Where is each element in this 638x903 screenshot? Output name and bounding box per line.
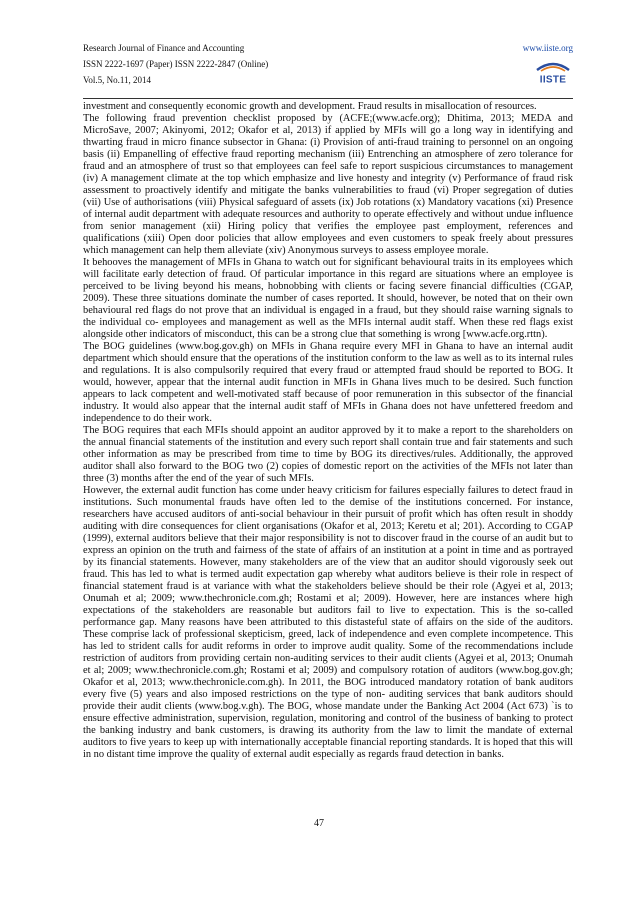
body-text bbox=[83, 101, 573, 761]
issn-line: ISSN 2222-1697 (Paper) ISSN 2222-2847 (Online) bbox=[83, 59, 269, 69]
journal-url-link[interactable]: www.iiste.org bbox=[522, 43, 573, 53]
paragraph: The BOG guidelines (www.bog.gov.gh) on MFIs in Ghana require every MFI in Ghana to have an internal audit department which should ensure that the operations of the institution conform to the law as well as to its internal rules and regulations. It is also compulsorily required that every fraud or attempted fraud should be reported to BOG. It would, however, appear that the internal audit function in MFIs in Ghana lives much to be desired. Such function appears to lack competent and well-motivated staff because of poor remuneration in this subsector of the financial industry. It would also appear that the internal audit staff of MFIs in Ghana does not have unfettered freedom and independence to do their work. bbox=[83, 341, 573, 424]
iiste-logo-text: IISTE bbox=[539, 74, 567, 86]
paragraph: The BOG requires that each MFIs should appoint an auditor approved by it to make a report to the shareholders on the annual financial statements of the institution and every such report shall contain true and fair statements and such other information as may be prescribed from time to time by BOG its directives/rules. Additionally, the approved auditor shall also forward to the BOG two (2) copies of domestic report on the activities of the MFIs not later than three (3) months after the end of the year of such MFIs. bbox=[83, 425, 573, 484]
iiste-logo bbox=[533, 56, 573, 86]
paragraph: It behooves the management of MFIs in Ghana to watch out for significant behavioural traits in its employees which will facilitate early detection of fraud. Of particular importance in this regard are situations where an employee is perceived to be living beyond his means, hobnobbing with clients or facing severe financial difficulties (CGAP, 2009). These three situations dominate the number of cases reported. It should, however, be noted that on their own behavioural red flags do not prove that an individual is engaged in a fraud, but they should raise warning signals to the individual co- employees and management as well as the MFIs internal audit staff. When these red flags exist alongside other indicators of misconduct, this can be a strong clue that something is wrong [www.acfe.org.rttn). bbox=[83, 257, 573, 340]
journal-title: Research Journal of Finance and Accounting bbox=[83, 43, 245, 53]
header-divider bbox=[83, 98, 573, 99]
paragraph: However, the external audit function has come under heavy criticism for failures especially failures to detect fraud in institutions. Such monumental frauds have often led to the demise of the institutions concerned. For instance, researchers have accused auditors of anti-social behaviour in their pursuit of profit which has often result in shoddy auditing with dire consequences for client organisations (Okafor et al, 2013; Keretu et al; 201). According to CGAP (1999), external auditors believe that their major responsibility is not to discover fraud in the course of an audit but to express an opinion on the truth and fairness of the state of affairs of an institution at a point in time and as portrayed by its financial statements. However, many stakeholders are of the view that an auditor should vigorously seek out fraud. This has led to what is termed audit expectation gap whereby what auditors believe is their role in respect of financial statement fraud is at variance with what the stakeholders believe should be their role (Agyei et al, 2013; Onumah et al; 2009; www.thechronicle.com.gh; Rostami et al; 2009). However, here are instances where high expectations of the stakeholders are reasonable but auditors fail to live to expectation. This is the so-called performance gap. Many reasons have been attributed to this distasteful state of affairs on the side of the auditors. These comprise lack of professional skepticism, greed, lack of independence and even complete incompetence. This has led to strident calls for audit reforms in order to improve audit quality. Some of the recommendations include restriction of auditors from providing certain non-auditing services to their audit clients (Agyei et al, 2013; Onumah et al; 2009; www.thechronicle.com.gh; Rostami et al; 2009) and compulsory rotation of auditors (www.bog.gov.gh; Okafor et al, 2013; www.thechronicle.com.gh). In 2011, the BOG introduced mandatory rotation of bank auditors every five (5) years and also imposed restrictions on the type of non- auditing services that bank auditors should provide their audit clients (www.bog.v.gh). The BOG, whose mandate under the Banking Act 2004 (Act 673) `is to ensure effective administration, supervision, regulation, monitoring and control of the business of banking to protect the banking industry and bank customers, is drawing its authority from the law to limit the mandate of external auditors to five years to keep up with internationally acceptable financial reporting standards. It is hoped that this will in no distant time improve the quality of external audit especially as regards fraud detection in banks. bbox=[83, 485, 573, 760]
page-number: 47 bbox=[314, 818, 324, 829]
paragraph: investment and consequently economic growth and development. Fraud results in misallocation of resources. bbox=[83, 101, 537, 112]
volume-line: Vol.5, No.11, 2014 bbox=[83, 75, 152, 85]
page-header bbox=[83, 42, 573, 100]
paragraph: The following fraud prevention checklist proposed by (ACFE;(www.acfe.org); Dhitima, 2013; MEDA and MicroSave, 2007; Akinyomi, 2012; Okafor et al, 2013) if applied by MFIs will go a long way in identifying and thwarting fraud in micro finance subsector in Ghana: (i) Provision of anti-fraud training to personnel on an ongoing basis (ii) Empanelling of effective fraud reporting mechanism (iii) Entrenching an atmosphere of zero tolerance for fraud and an atmosphere of trust so that employees can feel safe to report suspicious circumstances to management (iv) A management climate at the top which emphasize and live honesty and integrity (v) Performance of fraud risk assessment to proactively identify and mitigate the banks vulnerabilities to fraud (vi) Proper segregation of duties (vii) Use of authorisations (viii) Physical safeguard of assets (ix) Job rotations (x) Mandatory vacations (xi) Presence of internal audit department with adequate resources and authority to operate effectively and without undue influence from senior management (xii) Hiring policy that verifies the employee past employment, references and qualifications (xiii) Open door policies that allow employees and even customers to speak freely about pressures which management can help them alleviate (xiv) Anonymous surveys to assess employee morale. bbox=[83, 113, 573, 256]
